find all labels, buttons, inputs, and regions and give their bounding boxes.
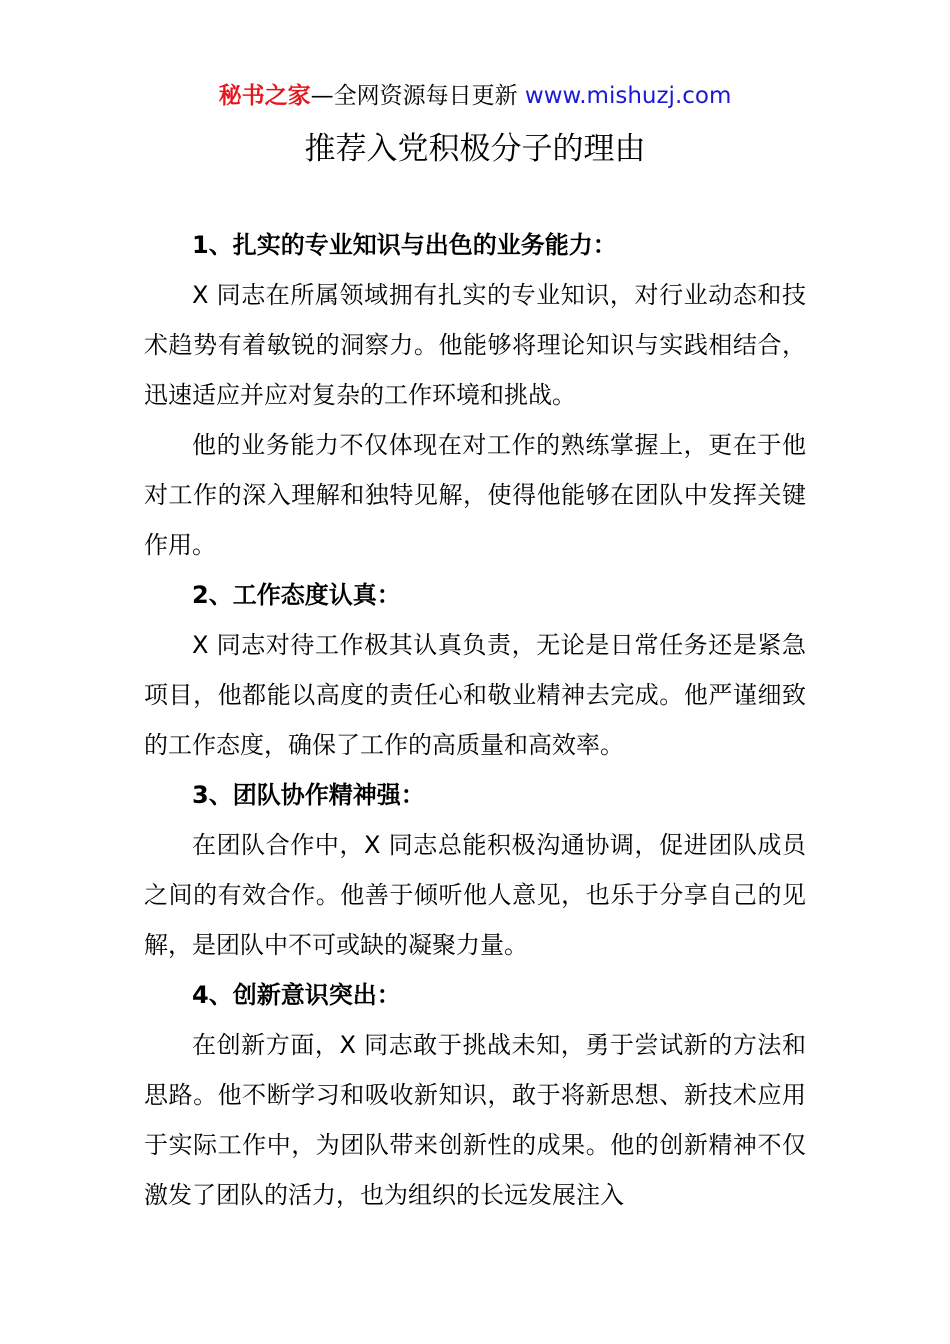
site-brand: 秘书之家 — [218, 83, 311, 109]
section-heading: 1、扎实的专业知识与出色的业务能力： — [192, 231, 617, 259]
paragraph: 在团队合作中，X 同志总能积极沟通协调，促进团队成员之间的有效合作。他善于倾听他人意见，也乐于分享自己的见解，是团队中不可或缺的凝聚力量。 — [144, 831, 806, 959]
site-header — [0, 80, 950, 112]
section-heading: 2、工作态度认真： — [192, 581, 401, 609]
section-heading: 4、创新意识突出： — [192, 981, 401, 1009]
document-body — [144, 220, 806, 1220]
paragraph: 他的业务能力不仅体现在对工作的熟练掌握上，更在于他对工作的深入理解和独特见解，使得他能够在团队中发挥关键作用。 — [144, 431, 806, 559]
site-url-link[interactable]: www.mishuzj.com — [524, 83, 732, 109]
paragraph: X 同志在所属领域拥有扎实的专业知识，对行业动态和技术趋势有着敏锐的洞察力。他能够将理论知识与实践相结合，迅速适应并应对复杂的工作环境和挑战。 — [144, 281, 806, 409]
document-title: 推荐入党积极分子的理由 — [304, 131, 646, 167]
site-tagline: —全网资源每日更新 — [310, 83, 518, 109]
paragraph: 在创新方面，X 同志敢于挑战未知，勇于尝试新的方法和思路。他不断学习和吸收新知识，敢于将新思想、新技术应用于实际工作中，为团队带来创新性的成果。他的创新精神不仅激发了团队的活力，也为组织的长远发展注入 — [144, 1031, 806, 1209]
paragraph: X 同志对待工作极其认真负责，无论是日常任务还是紧急项目，他都能以高度的责任心和敬业精神去完成。他严谨细致的工作态度，确保了工作的高质量和高效率。 — [144, 631, 806, 759]
section-heading: 3、团队协作精神强： — [192, 781, 425, 809]
